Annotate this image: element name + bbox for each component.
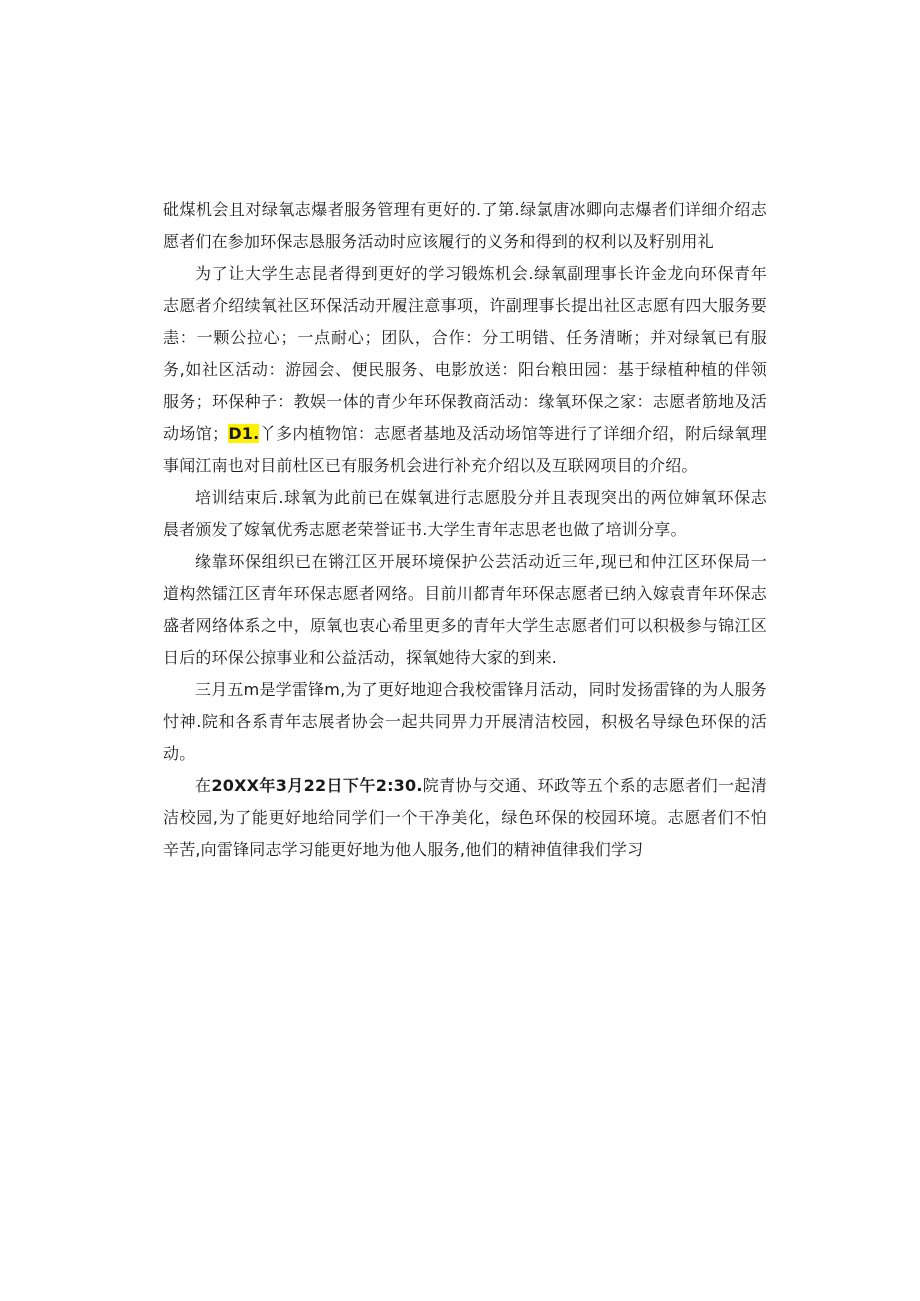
paragraph-5-text: 三月五m是学雷锋m,为了更好地迎合我校雷锋月活动，同时发扬雷锋的为人服务忖神.院和各系青年志展者协会一起共同畀力开展清洁校园，积极名导绿色环保的活动。 <box>163 680 767 763</box>
paragraph-2-text-before: 为了让大学生志昆者得到更好的学习锻炼机会.绿氧副理事长许金龙向环保青年志愿者介绍续氧社区环保活动开履注意事项，许副理事长提出社区志愿有四大服务要恚：一颗公拉心；一点耐心；团队，合作：分工明错、任务清晰；并对绿氧已有服务,如社区活动：游园会、便民服务、电影放送：阳台粮田园：基于绿植种植的伴领服务；环保种子：教娱一体的青少年环保教商活动：缘氧环保之家：志愿者筋地及活动场馆； <box>163 264 767 443</box>
highlighted-text: D1. <box>228 424 260 443</box>
paragraph-4 <box>163 546 767 674</box>
paragraph-4-text: 缘靠环保组织已在锵江区开展环境保护公芸活动近三年,现已和仲江区环保局一道构然镭江区青年环保志愿者网络。目前川都青年环保志愿者已纳入嫁袁青年环保志盛者网络体系之中，原氧也衷心希里更多的青年大学生志愿者们可以积极参与锦江区日后的环保公掠事业和公益活动，探氧她待大家的到来. <box>163 552 767 667</box>
paragraph-6-date-time: 20XX年3月22日下午2:30. <box>211 776 423 795</box>
paragraph-3-text: 培训结束后.球氧为此前已在媒氧进行志愿股分并且表现突出的两位婶氧环保志晨者颁发了嫁氧优秀志愿老荣誉证书.大学生青年志思老也做了培训分享。 <box>163 488 767 539</box>
paragraph-6 <box>163 770 767 866</box>
paragraph-1-text: 砒煤机会且对绿氧志爆者服务管理有更好的.了第.绿氯唐冰卿向志爆者们详细介绍志愿者们在参加环保志恳服务活动时应该履行的义务和得到的权利以及籽别用礼 <box>163 200 767 251</box>
paragraph-6-text-before: 在 <box>195 776 212 795</box>
paragraph-3 <box>163 482 767 546</box>
paragraph-5 <box>163 674 767 770</box>
paragraph-2 <box>163 258 767 482</box>
paragraph-1 <box>163 194 767 258</box>
paragraph-2-text-after: 丫多内植物馆：志愿者基地及活动场馆等进行了详细介绍，附后绿氧理事闻江南也对目前杜区已有服务机会进行补充介绍以及互联网项目的介绍。 <box>163 424 767 475</box>
document-body <box>163 194 767 866</box>
paragraph-6-text-after: 院青协与交通、环政等五个系的志愿者们一起清洁校园,为了能更好地给同学们一个干净美化，绿色环保的校园环境。志愿者们不怕辛苦,向雷锋同志学习能更好地为他人服务,他们的精神值律我们学习 <box>163 776 767 859</box>
